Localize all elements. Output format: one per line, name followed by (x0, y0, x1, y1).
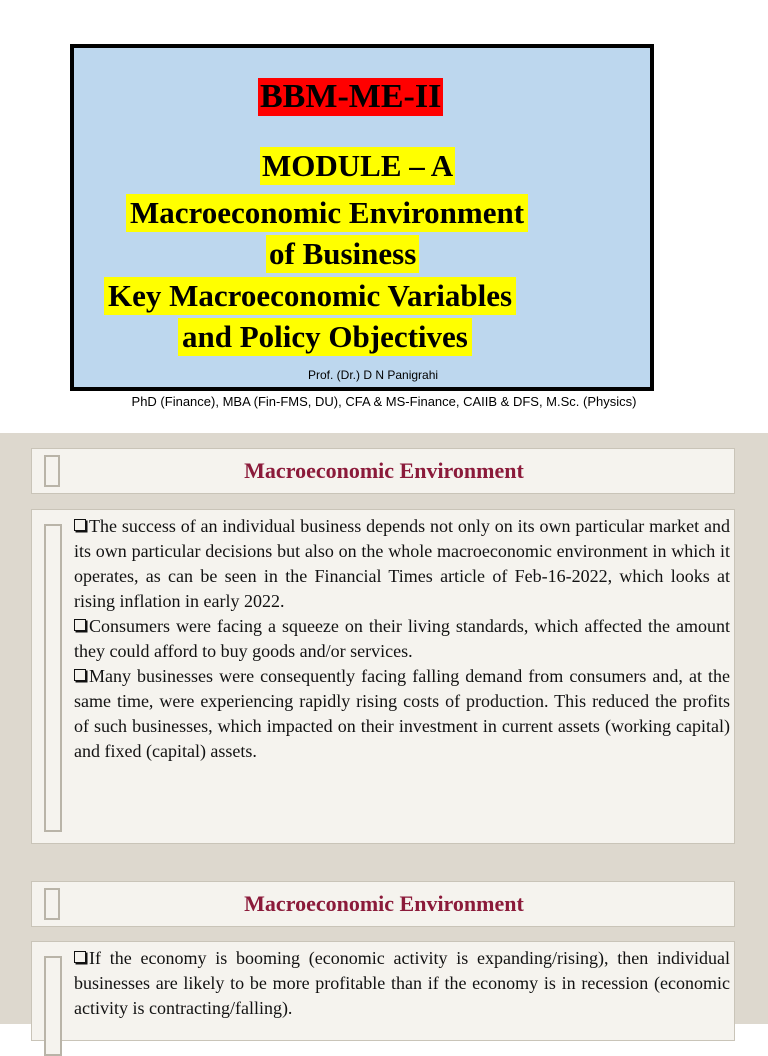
slide-heading: Macroeconomic Environment (244, 458, 524, 483)
slide-header (31, 881, 735, 927)
body-accent-bar (44, 524, 62, 832)
title-slide (0, 0, 768, 433)
checkbox-square-icon (74, 519, 86, 531)
title-line-3: Key Macroeconomic Variables (104, 277, 516, 315)
checkbox-square-icon (74, 951, 86, 963)
author-name: Prof. (Dr.) D N Panigrahi (308, 368, 439, 382)
list-item: The success of an individual business depends not only on its own particular market and its own particular decisions but also on the whole macroeconomic environment in which it operates, as can be seen in the Financial Times article of Feb-16-2022, which looks at rising inflation in early 2022. (74, 516, 730, 611)
slide-header (31, 448, 735, 494)
content-slide-2 (0, 857, 768, 1024)
slide-body (31, 509, 735, 844)
title-line-1: Macroeconomic Environment (126, 194, 528, 232)
author-credentials: PhD (Finance), MBA (Fin-FMS, DU), CFA & MS-Finance, CAIIB & DFS, M.Sc. (Physics) (131, 394, 637, 409)
checkbox-square-icon (74, 619, 86, 631)
course-code: BBM-ME-II (260, 78, 442, 115)
slide-heading: Macroeconomic Environment (244, 891, 524, 916)
slide-body (31, 941, 735, 1041)
list-item: If the economy is booming (economic activity is expanding/rising), then individual businesses are likely to be more profitable than if the economy is in recession (economic activity is contracting/falling). (74, 948, 730, 1018)
body-accent-bar (44, 956, 62, 1056)
module-label: MODULE – A (262, 148, 454, 183)
list-item: Consumers were facing a squeeze on their living standards, which affected the amount they could afford to buy goods and/or services. (74, 616, 730, 661)
bullet-list (74, 946, 730, 1021)
title-line-4: and Policy Objectives (178, 318, 472, 356)
bullet-list (74, 514, 730, 764)
content-slide-1 (0, 433, 768, 857)
list-item: Many businesses were consequently facing falling demand from consumers and, at the same time, were experiencing rapidly rising costs of production. This reduced the profits of such businesses, which impacted on their investment in current assets (working capital) and fixed (capital) assets. (74, 666, 730, 761)
title-line-2: of Business (266, 235, 419, 273)
checkbox-square-icon (74, 669, 86, 681)
